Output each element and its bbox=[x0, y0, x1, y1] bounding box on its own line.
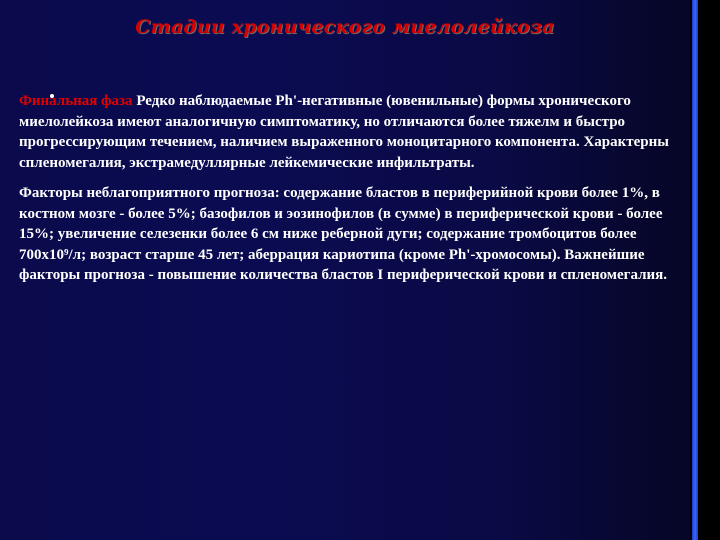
prognosis-text: Факторы неблагоприятного прогноза: содержание бластов в периферийной крови более 1%, в костном мозге - более 5%; базофилов и эозинофилов (в сумме) в периферической крови - более 15%; увеличение селезенки более 6 см ниже реберной дуги; содержание тромбоцитов более 700х10⁹/л; возраст старше 45 лет; аберрация кариотипа (кроме Ph'-хромосомы). Важнейшие факторы прогноза - повышение количества бластов I периферической крови и спленомегалия. bbox=[19, 185, 668, 283]
paragraph-prognosis bbox=[19, 183, 687, 286]
right-edge-bar bbox=[690, 0, 720, 540]
final-phase-text: Редко наблюдаемые Ph'-негативные (ювенильные) формы хронического миелолейкоза имеют аналогичную симптоматику, но отличаются более тяжелм и быстро прогрессирующим течением, наличием выраженного моноцитарного компонента. Характерны спленомегалия, экстрамедуллярные лейкемические инфильтраты. bbox=[19, 93, 669, 171]
final-phase-label: Финальная фаза bbox=[19, 93, 133, 109]
slide-content bbox=[19, 91, 687, 296]
edge-stripe bbox=[692, 0, 698, 540]
slide-title: Стадии хронического миелолейкоза bbox=[135, 16, 555, 38]
paragraph-final-phase bbox=[19, 91, 687, 173]
